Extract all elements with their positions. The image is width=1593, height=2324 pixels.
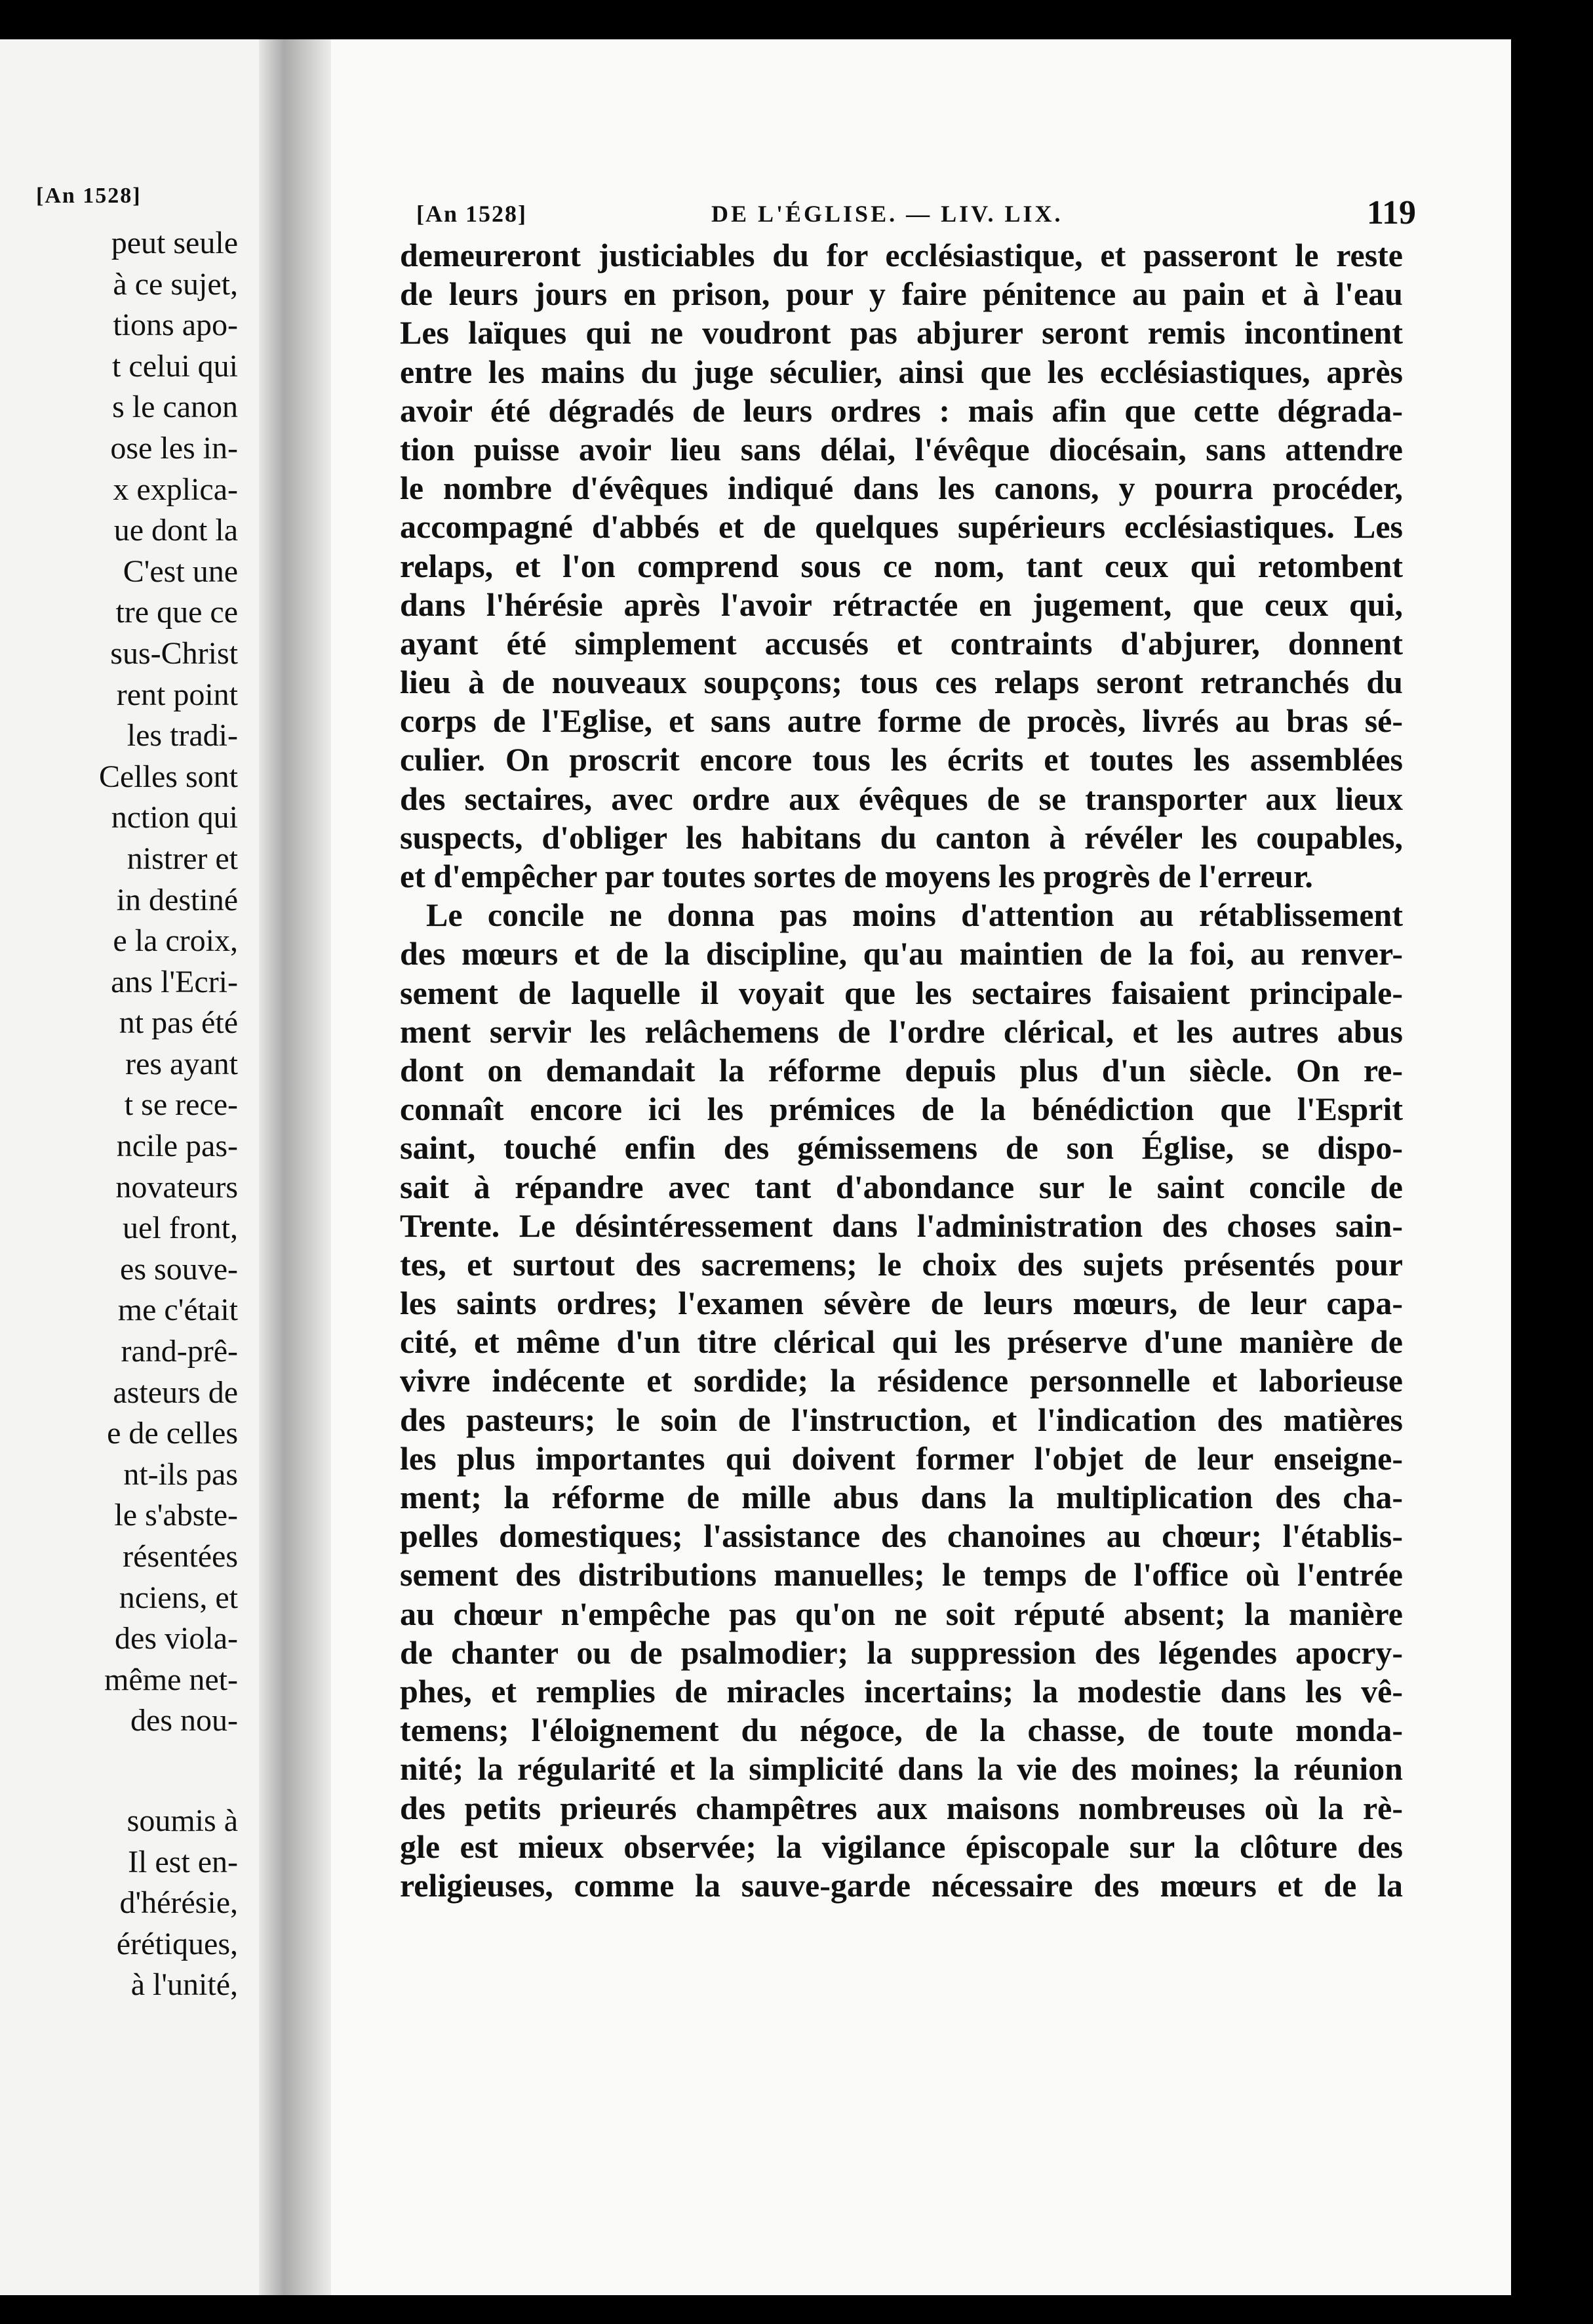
left-page-line: les tradi- [127,718,238,753]
text-line: ayant été simplement accusés et contraints d'abjurer, donnent [400,624,1403,662]
left-page-line: ncile pas- [116,1129,238,1164]
left-page-text [0,223,259,2006]
text-line: les saints ordres; l'examen sévère de leurs mœurs, de leur capa- [400,1285,1403,1322]
left-page-line: ans l'Ecri- [111,964,238,999]
left-page-line: nt-ils pas [123,1456,238,1492]
text-line: Les laïques qui ne voudront pas abjurer seront remis incontinent [400,314,1403,351]
text-line: des mœurs et de la discipline, qu'au maintien de la foi, au renver- [400,935,1403,972]
left-page-line: novateurs [115,1169,238,1205]
left-page-line: sus-Christ [110,635,238,671]
left-running-head: [An 1528] [36,184,142,208]
left-page-line: res ayant [125,1046,238,1081]
left-page-line: nciens, et [119,1580,238,1615]
text-line: gle est mieux observée; la vigilance épiscopale sur la clôture des [400,1828,1403,1865]
text-line: lieu à de nouveaux soupçons; tous ces relaps seront retranchés du [400,664,1403,701]
left-page-line: peut seule [111,226,238,260]
running-head-title: DE L'ÉGLISE. — LIV. LIX. [711,201,1063,227]
left-page-line: le s'abste- [114,1498,238,1533]
text-line: entre les mains du juge séculier, ainsi que les ecclésiastiques, après [400,353,1403,390]
text-line: sait à répandre avec tant d'abondance sur le saint concile de [400,1168,1403,1205]
text-line: accompagné d'abbés et de quelques supérieurs ecclésiastiques. Les [400,508,1403,546]
book-gutter [259,39,331,2295]
text-line: pelles domestiques; l'assistance des chanoines au chœur; l'établis- [400,1517,1403,1555]
left-page [0,39,259,2295]
running-head-year: [An 1528] [416,201,527,227]
left-page-line: nistrer et [127,841,238,876]
text-line: et d'empêcher par toutes sortes de moyens les progrès de l'erreur. [400,858,1313,894]
left-page-line: t celui qui [112,348,238,384]
text-line: des sectaires, avec ordre aux évêques de se transporter aux lieux [400,780,1403,817]
text-line: cité, et même d'un titre clérical qui les préserve d'une manière de [400,1323,1403,1361]
text-line: Le concile ne donna pas moins d'attention au rétablissement [426,896,1403,934]
text-line: culier. On proscrit encore tous les écrits et toutes les assemblées [400,741,1403,778]
text-line: au chœur n'empêche pas qu'on ne soit réputé absent; la manière [400,1595,1403,1632]
text-line: corps de l'Eglise, et sans autre forme de procès, livrés au bras sé- [400,702,1403,740]
text-line: tion puisse avoir lieu sans délai, l'évêque diocésain, sans attendre [400,430,1403,468]
text-line: vivre indécente et sordide; la résidence personnelle et laborieuse [400,1362,1403,1399]
text-line: Trente. Le désintéressement dans l'administration des choses sain- [400,1207,1403,1244]
left-page-line: nction qui [111,800,238,835]
left-page-line: Celles sont [99,759,238,794]
text-line: relaps, et l'on comprend sous ce nom, tant ceux qui retombent [400,547,1403,584]
text-line: ment servir les relâchemens de l'ordre clérical, et les autres abus [400,1012,1403,1050]
left-page-line [0,1742,259,1801]
text-line: suspects, d'obliger les habitans du canton à révéler les coupables, [400,818,1403,856]
left-page-line: à ce sujet, [113,266,238,302]
text-line: dont on demandait la réforme depuis plus d'un siècle. On re- [400,1051,1403,1089]
text-line: religieuses, comme la sauve-garde nécessaire des mœurs et de la [400,1866,1403,1904]
left-page-line: C'est une [123,553,238,589]
text-line: nité; la régularité et la simplicité dans la vie des moines; la réunion [400,1750,1403,1788]
text-line: de leurs jours en prison, pour y faire pénitence au pain et à l'eau [400,275,1403,313]
text-line: de chanter ou de psalmodier; la suppression des légendes apocry- [400,1633,1403,1671]
text-line: des pasteurs; le soin de l'instruction, et l'indication des matières [400,1401,1403,1438]
left-page-line: s le canon [112,390,238,425]
left-page-line: e la croix, [113,923,238,959]
text-line: tes, et surtout des sacremens; le choix des sujets présentés pour [400,1245,1403,1283]
left-page-line: résentées [123,1539,238,1574]
page-number: 119 [1366,194,1416,231]
body-text [400,236,1403,1905]
left-page-line: uel front, [123,1211,238,1246]
left-page-line: t se rece- [124,1087,238,1123]
left-page-line: tions apo- [113,308,238,343]
text-line: sement de laquelle il voyait que les sectaires faisaient principale- [400,974,1403,1011]
left-page-line: des viola- [115,1621,238,1656]
left-page-line: rand-prê- [121,1334,238,1369]
left-page-line: in destiné [116,882,238,917]
left-page-line: des nou- [130,1703,238,1738]
left-page-line: me c'était [117,1292,238,1328]
left-page-line: à l'unité, [130,1967,238,2003]
text-line: ment; la réforme de mille abus dans la multiplication des cha- [400,1479,1403,1515]
left-page-line: soumis à [127,1803,238,1838]
left-page-line: d'hérésie, [119,1885,238,1921]
text-line: saint, touché enfin des gémissemens de son Église, se dispo- [400,1129,1403,1167]
text-line: demeureront justiciables du for ecclésiastique, et passeront le reste [400,237,1403,273]
text-line: phes, et remplies de miracles incertains; la modestie dans les vê- [400,1672,1403,1710]
text-line: sement des distributions manuelles; le temps de l'office où l'entrée [400,1556,1403,1593]
running-head [416,193,1416,233]
left-page-line: rent point [116,677,238,712]
text-line: dans l'hérésie après l'avoir rétractée en jugement, que ceux qui, [400,586,1403,623]
left-page-line: ose les in- [110,430,238,466]
text-line: le nombre d'évêques indiqué dans les canons, y pourra procéder, [400,470,1403,507]
left-page-line: tre que ce [115,595,238,630]
left-page-line: es souve- [120,1251,238,1287]
left-page-line: e de celles [107,1416,238,1451]
text-line: connaît encore ici les prémices de la bénédiction que l'Esprit [400,1091,1403,1128]
left-page-line: nt pas été [119,1005,238,1041]
text-line: des petits prieurés champêtres aux maisons nombreuses où la rè- [400,1789,1403,1826]
text-line: avoir été dégradés de leurs ordres : mais afin que cette dégrada- [400,391,1403,429]
left-page-line: x explica- [113,471,238,507]
text-line: temens; l'éloignement du négoce, de la chasse, de toute monda- [400,1712,1403,1749]
left-page-line: Il est en- [128,1844,238,1879]
text-line: les plus importantes qui doivent former l'objet de leur enseigne- [400,1439,1403,1477]
left-page-line: ue dont la [113,513,238,548]
left-page-line: érétiques, [116,1926,238,1961]
left-page-line: asteurs de [113,1374,238,1410]
left-page-line: même net- [104,1662,238,1697]
